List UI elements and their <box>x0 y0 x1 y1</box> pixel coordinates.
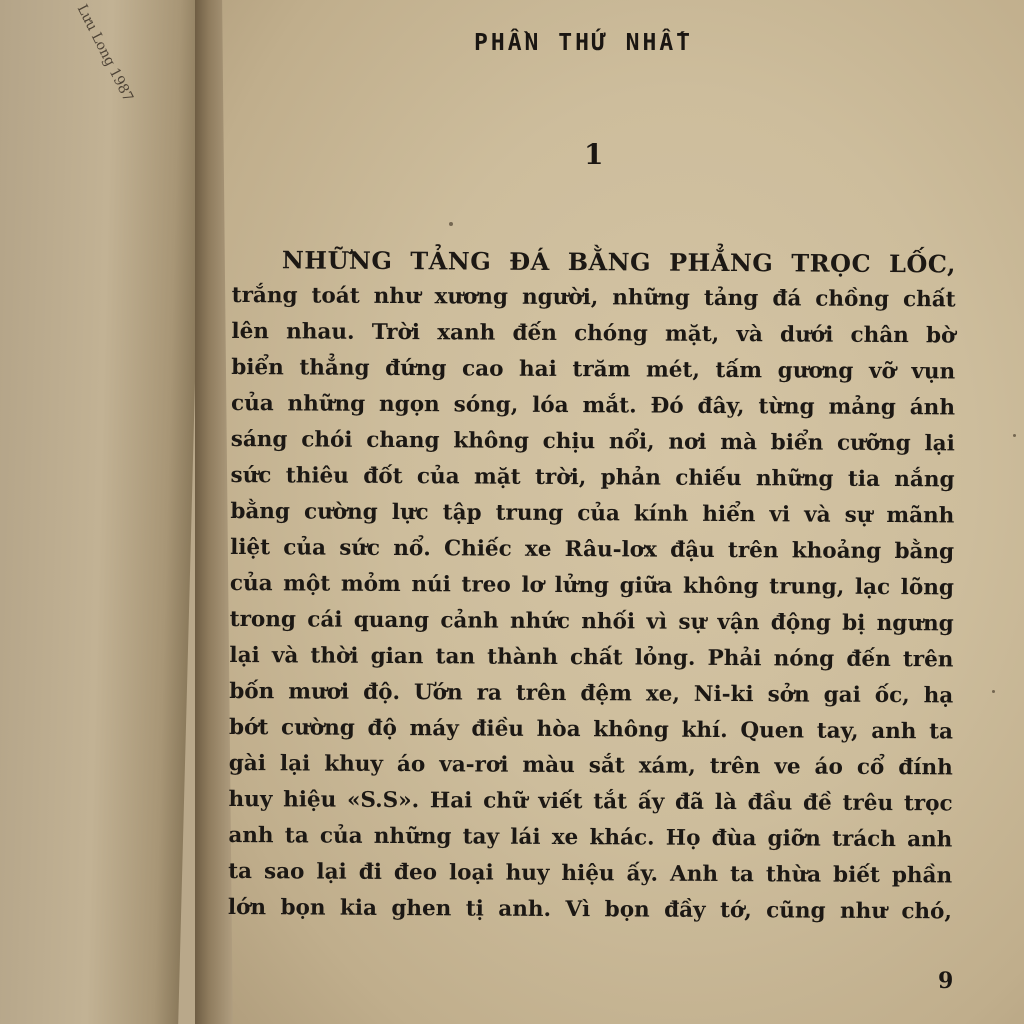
text-line: của những ngọn sóng, lóa mắt. Đó đây, từng mảng ánh <box>230 390 956 421</box>
page-number: 9 <box>938 968 954 994</box>
body-text <box>228 242 956 930</box>
text-line: huy hiệu «S.S». Hai chữ viết tắt ấy đã là đầu đề trêu trọc <box>228 786 953 817</box>
text-line: sức thiêu đốt của mặt trời, phản chiếu những tia nắng <box>230 462 955 493</box>
chapter-number: 1 <box>584 138 604 171</box>
text-line: lên nhau. Trời xanh đến chóng mặt, và dưới chân bờ <box>231 318 956 349</box>
text-line: bớt cường độ máy điều hòa không khí. Quen tay, anh ta <box>228 714 954 745</box>
text-line: NHỮNG TẢNG ĐÁ BẰNG PHẲNG TRỌC LỐC, <box>281 245 956 279</box>
text-line: bốn mươi độ. Ướn ra trên đệm xe, Ni-ki sởn gai ốc, hạ <box>229 678 954 709</box>
owner-stamp: Lưu Long 1987 <box>73 2 136 105</box>
paper-speck <box>1013 434 1016 437</box>
text-line: trắng toát như xương người, những tảng đá chồng chất <box>231 282 956 313</box>
left-page <box>0 0 205 1024</box>
text-line: gài lại khuy áo va-rơi màu sắt xám, trên ve áo cổ đính <box>228 750 953 781</box>
text-line: lại và thời gian tan thành chất lỏng. Phải nóng đến trên <box>229 642 954 673</box>
paper-speck <box>449 222 453 226</box>
text-line: liệt của sức nổ. Chiếc xe Râu-lơx đậu trên khoảng bằng <box>230 534 955 565</box>
text-line: anh ta của những tay lái xe khác. Họ đùa giỡn trách anh <box>228 822 953 853</box>
text-line: trong cái quang cảnh nhức nhối vì sự vận động bị ngưng <box>229 606 954 637</box>
text-line: sáng chói chang không chịu nổi, nơi mà biển cưỡng lại <box>230 426 955 457</box>
text-line: lớn bọn kia ghen tị anh. Vì bọn đầy tớ, cũng như chó, <box>227 894 952 925</box>
section-heading: PHẦN THỨ NHẤT <box>474 30 694 56</box>
text-line: biển thẳng đứng cao hai trăm mét, tấm gương vỡ vụn <box>231 354 956 385</box>
text-line: ta sao lại đi đeo loại huy hiệu ấy. Anh ta thừa biết phần <box>228 858 953 889</box>
paper-speck <box>992 690 995 693</box>
text-line: bằng cường lực tập trung của kính hiển vi và sự mãnh <box>230 498 955 529</box>
text-line: của một mỏm núi treo lơ lửng giữa không trung, lạc lõng <box>229 570 954 601</box>
